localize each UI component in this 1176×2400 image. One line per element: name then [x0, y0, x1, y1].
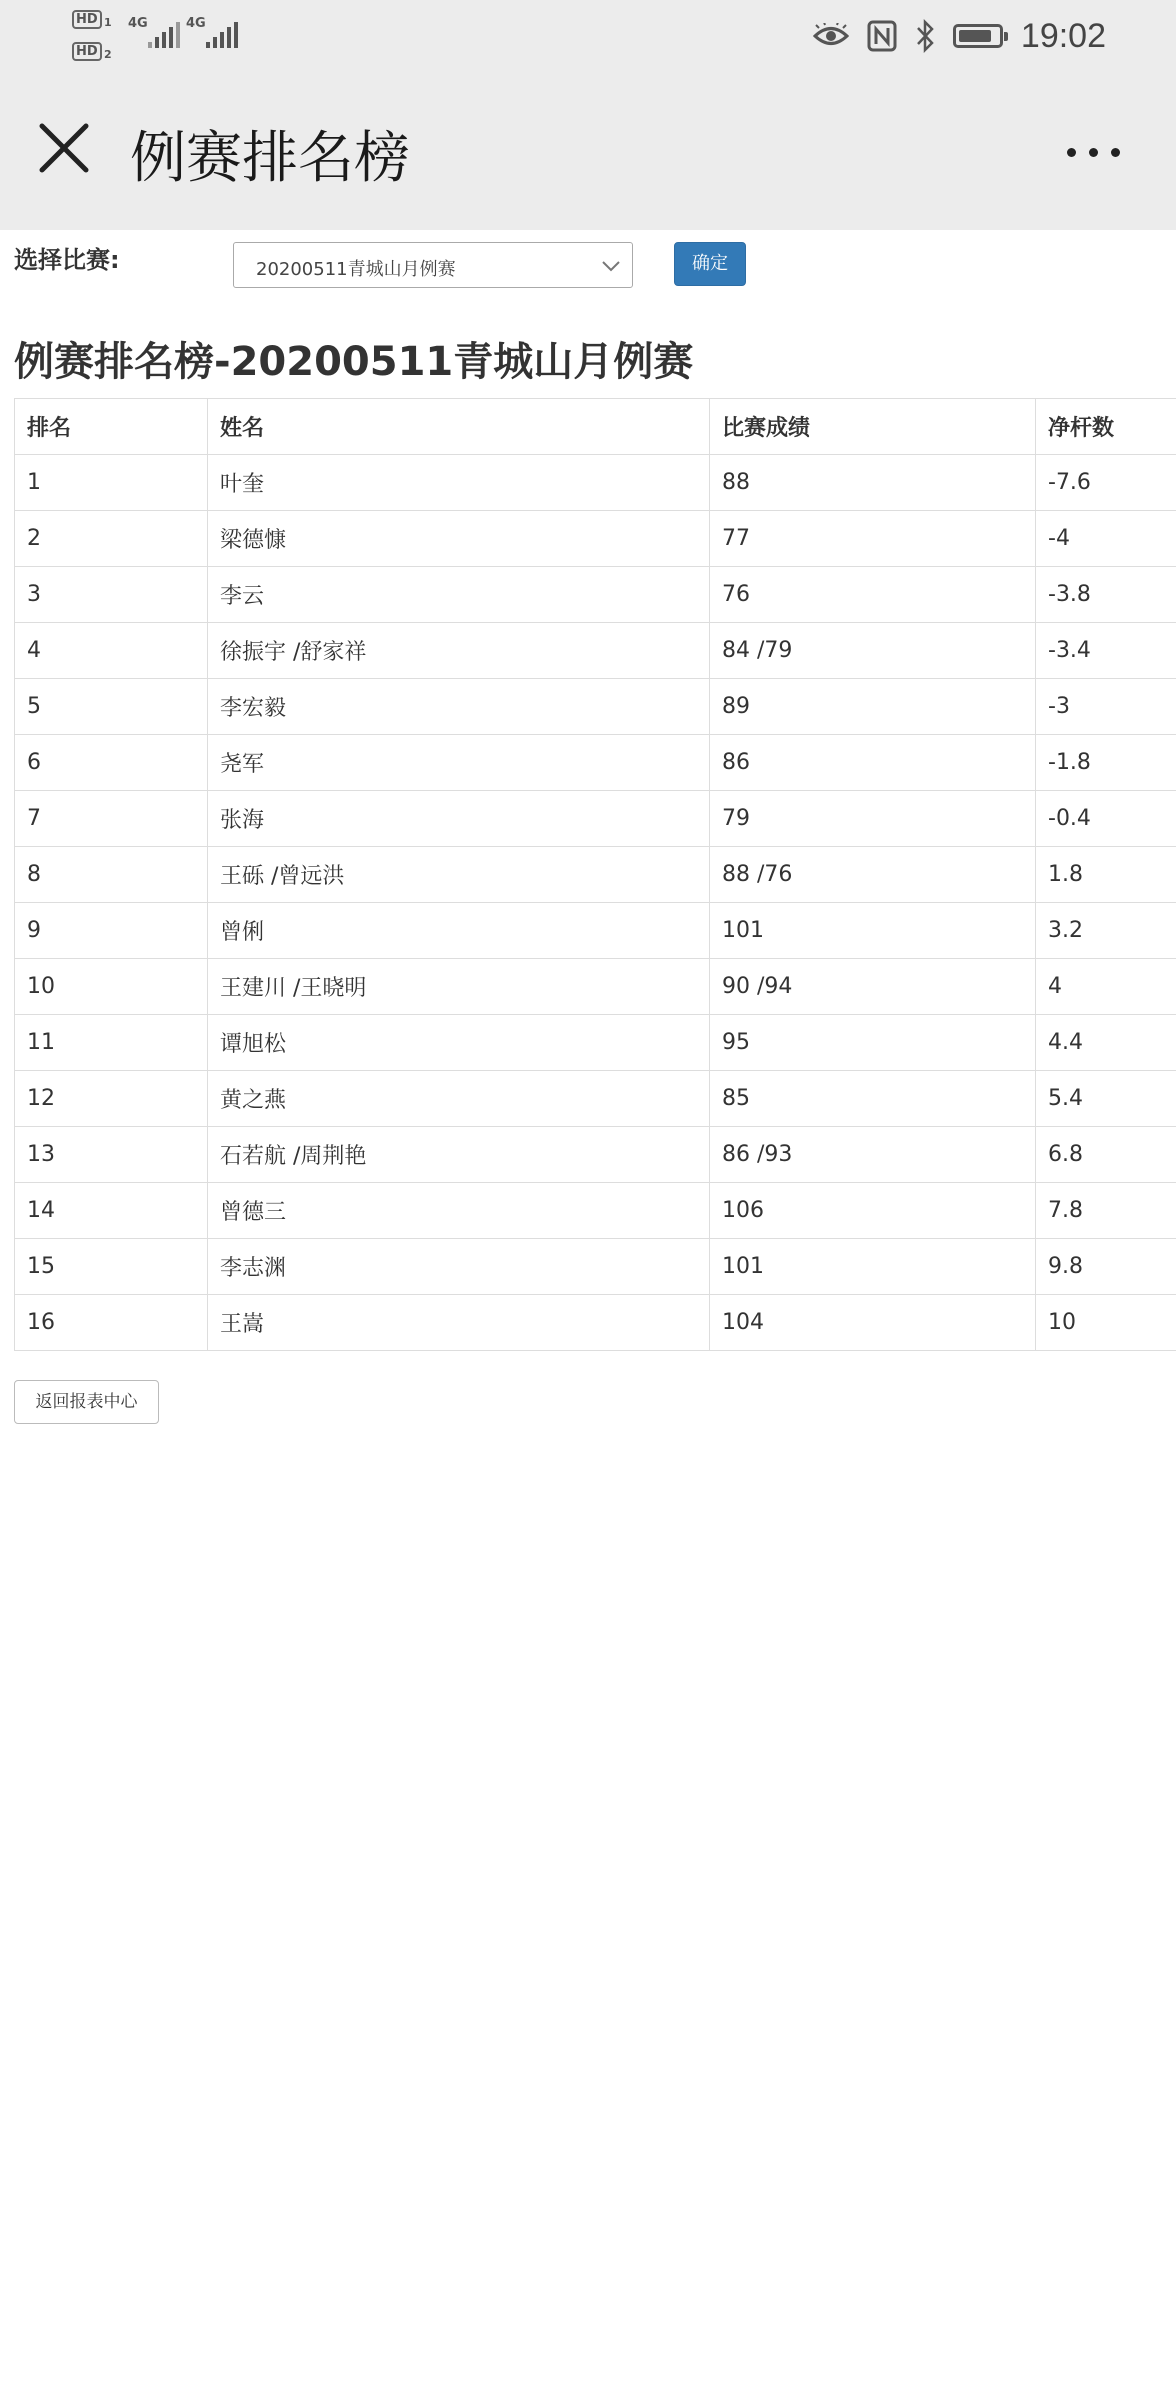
score-cell: 86 — [710, 735, 1036, 791]
rank-cell: 11 — [15, 1015, 208, 1071]
name-cell: 叶奎 — [208, 455, 710, 511]
name-cell: 曾德三 — [208, 1183, 710, 1239]
network-type-sim1: 4G — [128, 16, 148, 31]
name-cell: 徐振宇 /舒家祥 — [208, 623, 710, 679]
ranking-heading: 例赛排名榜-20200511青城山月例赛 — [14, 339, 694, 385]
rank-cell: 6 — [15, 735, 208, 791]
match-select[interactable] — [233, 242, 633, 288]
net-score-cell: 5.4 — [1036, 1071, 1176, 1127]
table-row — [15, 1127, 1176, 1183]
rank-cell: 15 — [15, 1239, 208, 1295]
title-bar — [0, 74, 1176, 230]
net-score-cell: 6.8 — [1036, 1127, 1176, 1183]
name-cell: 李宏毅 — [208, 679, 710, 735]
rank-cell: 7 — [15, 791, 208, 847]
net-score-cell: -3.4 — [1036, 623, 1176, 679]
confirm-button[interactable]: 确定 — [674, 242, 746, 286]
score-cell: 104 — [710, 1295, 1036, 1351]
rank-cell: 12 — [15, 1071, 208, 1127]
name-cell: 石若航 /周荆艳 — [208, 1127, 710, 1183]
nfc-icon — [867, 20, 897, 52]
table-row — [15, 567, 1176, 623]
name-cell: 黄之燕 — [208, 1071, 710, 1127]
column-header-score: 比赛成绩 — [710, 399, 1036, 455]
match-select-label: 选择比赛: — [14, 246, 120, 274]
more-icon-dot — [1067, 148, 1076, 157]
rank-cell: 1 — [15, 455, 208, 511]
ranking-table-body — [15, 455, 1176, 1351]
clock: 19:02 — [1020, 16, 1106, 55]
score-cell: 84 /79 — [710, 623, 1036, 679]
table-row — [15, 623, 1176, 679]
net-score-cell: -3.8 — [1036, 567, 1176, 623]
rank-cell: 3 — [15, 567, 208, 623]
score-cell: 79 — [710, 791, 1036, 847]
column-header-rank: 排名 — [15, 399, 208, 455]
close-icon — [34, 118, 94, 178]
status-bar — [0, 0, 1176, 74]
rank-cell: 4 — [15, 623, 208, 679]
net-score-cell: -0.4 — [1036, 791, 1176, 847]
table-row — [15, 1015, 1176, 1071]
score-cell: 101 — [710, 1239, 1036, 1295]
name-cell: 王嵩 — [208, 1295, 710, 1351]
ranking-table — [14, 398, 1176, 1351]
net-score-cell: 3.2 — [1036, 903, 1176, 959]
net-score-cell: 7.8 — [1036, 1183, 1176, 1239]
column-header-name: 姓名 — [208, 399, 710, 455]
net-score-cell: 4 — [1036, 959, 1176, 1015]
net-score-cell: -3 — [1036, 679, 1176, 735]
score-cell: 86 /93 — [710, 1127, 1036, 1183]
net-score-cell: -4 — [1036, 511, 1176, 567]
score-cell: 106 — [710, 1183, 1036, 1239]
name-cell: 谭旭松 — [208, 1015, 710, 1071]
table-row — [15, 1295, 1176, 1351]
score-cell: 77 — [710, 511, 1036, 567]
name-cell: 梁德慷 — [208, 511, 710, 567]
name-cell: 曾俐 — [208, 903, 710, 959]
score-cell: 88 /76 — [710, 847, 1036, 903]
page-title: 例赛排名榜 — [130, 126, 410, 191]
rank-cell: 10 — [15, 959, 208, 1015]
more-icon-dot — [1089, 148, 1098, 157]
rank-cell: 16 — [15, 1295, 208, 1351]
table-row — [15, 1071, 1176, 1127]
rank-cell: 13 — [15, 1127, 208, 1183]
name-cell: 李云 — [208, 567, 710, 623]
signal-strength-icon — [148, 22, 180, 48]
rank-cell: 5 — [15, 679, 208, 735]
rank-cell: 2 — [15, 511, 208, 567]
score-cell: 89 — [710, 679, 1036, 735]
more-button[interactable] — [1067, 138, 1120, 167]
table-header-row — [15, 399, 1176, 455]
table-row — [15, 903, 1176, 959]
score-cell: 85 — [710, 1071, 1036, 1127]
net-score-cell: 9.8 — [1036, 1239, 1176, 1295]
table-row — [15, 1183, 1176, 1239]
name-cell: 李志渊 — [208, 1239, 710, 1295]
hd-badge-sim1: HD — [72, 10, 102, 29]
score-cell: 95 — [710, 1015, 1036, 1071]
column-header-net: 净杆数 — [1036, 399, 1176, 455]
table-row — [15, 679, 1176, 735]
table-row — [15, 455, 1176, 511]
signal-strength-icon-2 — [206, 22, 238, 48]
net-score-cell: 4.4 — [1036, 1015, 1176, 1071]
score-cell: 90 /94 — [710, 959, 1036, 1015]
table-row — [15, 791, 1176, 847]
name-cell: 王砾 /曾远洪 — [208, 847, 710, 903]
status-left-indicators — [70, 8, 250, 68]
sim2-index: 2 — [104, 48, 112, 61]
more-icon-dot — [1111, 148, 1120, 157]
table-row — [15, 959, 1176, 1015]
name-cell: 张海 — [208, 791, 710, 847]
net-score-cell: 1.8 — [1036, 847, 1176, 903]
net-score-cell: -1.8 — [1036, 735, 1176, 791]
close-button[interactable] — [34, 118, 94, 178]
name-cell: 尧军 — [208, 735, 710, 791]
table-row — [15, 511, 1176, 567]
table-row — [15, 735, 1176, 791]
eye-icon — [813, 23, 849, 49]
table-row — [15, 1239, 1176, 1295]
bluetooth-icon — [915, 19, 935, 53]
net-score-cell: -7.6 — [1036, 455, 1176, 511]
status-right-indicators — [813, 14, 1106, 58]
rank-cell: 9 — [15, 903, 208, 959]
rank-cell: 8 — [15, 847, 208, 903]
net-score-cell: 10 — [1036, 1295, 1176, 1351]
rank-cell: 14 — [15, 1183, 208, 1239]
sim1-index: 1 — [104, 16, 112, 29]
score-cell: 76 — [710, 567, 1036, 623]
network-type-sim2: 4G — [186, 16, 206, 31]
back-to-report-center-button[interactable]: 返回报表中心 — [14, 1380, 159, 1424]
chevron-down-icon — [600, 255, 622, 277]
hd-badge-sim2: HD — [72, 42, 102, 61]
score-cell: 101 — [710, 903, 1036, 959]
match-select-value: 20200511青城山月例赛 — [256, 259, 456, 280]
score-cell: 88 — [710, 455, 1036, 511]
table-row — [15, 847, 1176, 903]
name-cell: 王建川 /王晓明 — [208, 959, 710, 1015]
battery-icon — [953, 24, 1003, 48]
